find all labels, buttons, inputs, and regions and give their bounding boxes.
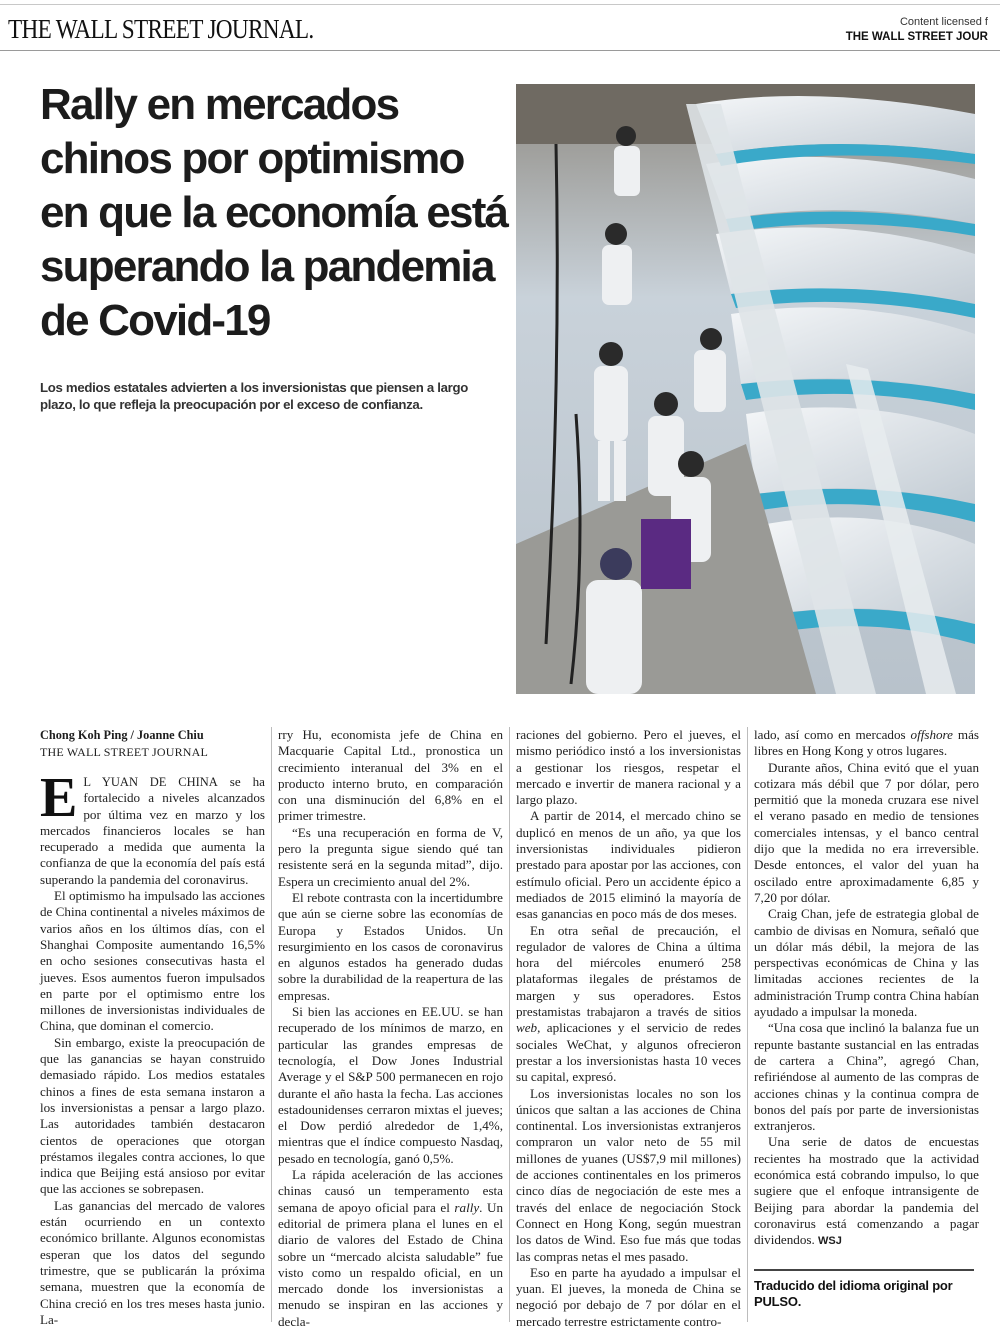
column-divider <box>271 727 272 1322</box>
factory-photo <box>516 84 975 694</box>
paragraph-text: La rápida aceleración de las acciones chinas causó un temperamento esta semana de apoyo oficial para el <box>278 1167 503 1215</box>
top-rule <box>0 4 1000 5</box>
paragraph <box>754 727 979 760</box>
paragraph: Si bien las acciones en EE.UU. se han recuperado de los mínimos de marzo, en particular las grandes empresas de tecnología, el Dow Jones Industrial Average y el S&P 500 permanecen en rojo durante el año hasta la fecha. Las acciones estadounidenses cerraron mixtas el jueves; el Dow perdió alrededor de 1,4%, mientras que el índice compuesto Nasdaq, pesado en tecnología, ganó 0,5%. <box>278 1004 503 1166</box>
paragraph-text: lado, así como en mercados <box>754 727 911 742</box>
license-notice <box>846 15 988 45</box>
italic-term: rally <box>454 1199 480 1215</box>
paragraph-text: . Un editorial de primera plana el lunes en el diario de valores del Estado de China sobre un “mercado alcista saludable” fue visto como un respaldo oficial, en un mercado donde los inversionistas a menudo se inspiran en las acciones y decla- <box>278 1199 503 1329</box>
paragraph <box>516 923 741 1086</box>
paragraph: El rebote contrasta con la incertidumbre que aún se cierne sobre las economías de Europa y Estados Unidos. Un resurgimiento en los casos de coronavirus en algunos estados ha generado dudas sobre la durabilidad de la reapertura de las empresas. <box>278 889 503 1003</box>
paragraph: Durante años, China evitó que el yuan cotizara más débil que 7 por dólar, pero permitió que la moneda cruzara ese nivel el verano pasado en medio de tensiones comerciales intensas, y el banco central dijo que la medida no era irreversible. Desde entonces, el valor del yuan ha oscilado entre aproximadamente 6,85 y 7,20 por dólar. <box>754 759 979 905</box>
assembly-line-illustration <box>516 84 975 694</box>
article-column-3 <box>516 727 741 1330</box>
column-divider <box>509 727 510 1322</box>
paragraph-text: En otra señal de precaución, el regulador de valores de China a última hora del miércoles enumeró 258 plataformas ilegales de préstamos de margen y sus operadores. Estos prestamistas trabajaron a través de sitios <box>516 922 741 1020</box>
lead-in: L YUAN DE CHINA <box>83 775 218 789</box>
byline-publication: THE WALL STREET JOURNAL <box>40 745 209 759</box>
byline-authors: Chong Koh Ping / Joanne Chiu <box>40 728 204 742</box>
article-column-1 <box>40 727 265 1328</box>
paragraph <box>754 1134 979 1249</box>
masthead-rule <box>0 50 1000 51</box>
drop-cap: E <box>40 767 78 829</box>
paragraph-text: Una serie de datos de encuestas recientes ha mostrado que la actividad económica está cobrando impulso, lo que sugiere que el enfoque intransigente de Beijing para abordar la pandemia del coronavirus está comenzando a pagar dividendos. <box>754 1134 979 1248</box>
paragraph <box>278 1167 503 1330</box>
paragraph: Los inversionistas locales no son los únicos que saltan a las acciones de China continental. Los inversionistas extranjeros compraron un valor neto de 55 mil millones de yuanes (US$7,9 mil millones) de acciones continentales en los primeros cinco días de negociación de este mes a través del enlace de negociación Stock Connect en Hong Kong, según muestran los datos de Wind. Eso fue más que todas las compras netas el mes pasado. <box>516 1085 741 1264</box>
paragraph: “Una cosa que inclinó la balanza fue un repunte bastante sustancial en las entradas de cartera a China”, agregó Chan, refiriéndose al aumento de las compras de acciones chinas y la continua compra de bonos del país por parte de inversionistas extranjeros. <box>754 1020 979 1134</box>
license-source: THE WALL STREET JOUR <box>845 31 988 43</box>
paragraph: “Es una recuperación en forma de V, pero la pregunta sigue siendo qué tan resistente será en la segunda mitad”, dijo. Espera un crecimiento anual del 2%. <box>278 824 503 889</box>
translation-rule <box>754 1269 974 1271</box>
masthead-logo: THE WALL STREET JOURNAL. <box>8 14 314 44</box>
paragraph-text: se ha fortalecido a niveles alcanzados por última vez en marzo y los mercados financieros locales se han recuperado a medida que aumenta la confianza de que la economía del país está superando la pandemia del coronavirus. <box>40 774 265 887</box>
paragraph: Craig Chan, jefe de estrategia global de cambio de divisas en Nomura, señaló que un dólar más débil, la mejora de las perspectivas económicas de China y las limitadas acciones recientes de la administración Trump contra China habían ayudado a impulsar la moneda. <box>754 906 979 1020</box>
article-headline: Rally en mercados chinos por optimismo en que la economía está superando la pandemia de Covid-19 <box>40 80 508 345</box>
paragraph-text: más libres en Hong Kong y otros lugares. <box>754 727 979 759</box>
article-column-4 <box>754 727 979 1250</box>
license-line: Content licensed f <box>899 16 988 28</box>
article-deck: Los medios estatales advierten a los inversionistas que piensen a largo plazo, lo que refleja la preocupación por el exceso de confianza. <box>40 380 468 412</box>
paragraph: Las ganancias del mercado de valores están ocurriendo en un contexto económico brillante. Algunos economistas esperan que los datos del segundo trimestre, que se publicarán la próxima semana, muestren que la economía de China creció en los tres meses hasta junio. La- <box>40 1197 265 1327</box>
end-mark: WSJ <box>818 1235 842 1248</box>
paragraph: A partir de 2014, el mercado chino se duplicó en menos de un año, ya que los inversionistas individuales pidieron prestado para apostar por las acciones, con estímulo oficial. Pero un accidente épico a mediados de 2015 eliminó la mayoría de esas ganancias en poco más de dos meses. <box>516 808 741 922</box>
translation-note: Traducido del idioma original por PULSO. <box>754 1278 953 1309</box>
article-column-2 <box>278 727 503 1330</box>
paragraph-text: , aplicaciones y el servicio de redes sociales WeChat, y algunos ofrecieron prestar a los inversionistas hasta 10 veces su capital, expresó. <box>516 1020 741 1085</box>
paragraph: raciones del gobierno. Pero el jueves, el mismo periódico instó a los inversionistas a gestionar los riesgos, respetar el mercado e invertir de manera racional y a largo plazo. <box>516 727 741 808</box>
column-divider <box>747 727 748 1322</box>
italic-term: offshore <box>910 727 953 742</box>
purple-bin <box>641 519 691 589</box>
lead-paragraph <box>40 767 265 888</box>
italic-term: web <box>516 1020 538 1036</box>
paragraph: rry Hu, economista jefe de China en Macquarie Capital Ltd., pronostica un crecimiento interanual del 3% en el producto interno bruto, en comparación con una disminución del 6,8% en el primer trimestre. <box>278 727 503 824</box>
paragraph: Eso en parte ha ayudado a impulsar el yuan. El jueves, la moneda de China se negoció por debajo de 7 por dólar en el mercado terrestre estrictamente contro- <box>516 1264 741 1329</box>
paragraph: El optimismo ha impulsado las acciones de China continental a niveles máximos de varios años en los últimos días, con el Shanghai Composite aumentando 16,5% en ocho sesiones consecutivas hasta el jueves. Esos aumentos fueron impulsados en parte por el optimismo entre los millones de inversionistas individuales de China, que dominan el comercio. <box>40 888 265 1034</box>
paragraph: Sin embargo, existe la preocupación de que las ganancias se hayan construido demasiado rápido. Los medios estatales chinos a fines de esta semana instaron a los inversionistas a pensar a largo plazo. Las autoridades también destacaron cientos de operaciones que otorgan préstamos ilegales contra acciones, lo que indica que Beijing está ansioso por evitar que las acciones se sobrepasen. <box>40 1034 265 1197</box>
